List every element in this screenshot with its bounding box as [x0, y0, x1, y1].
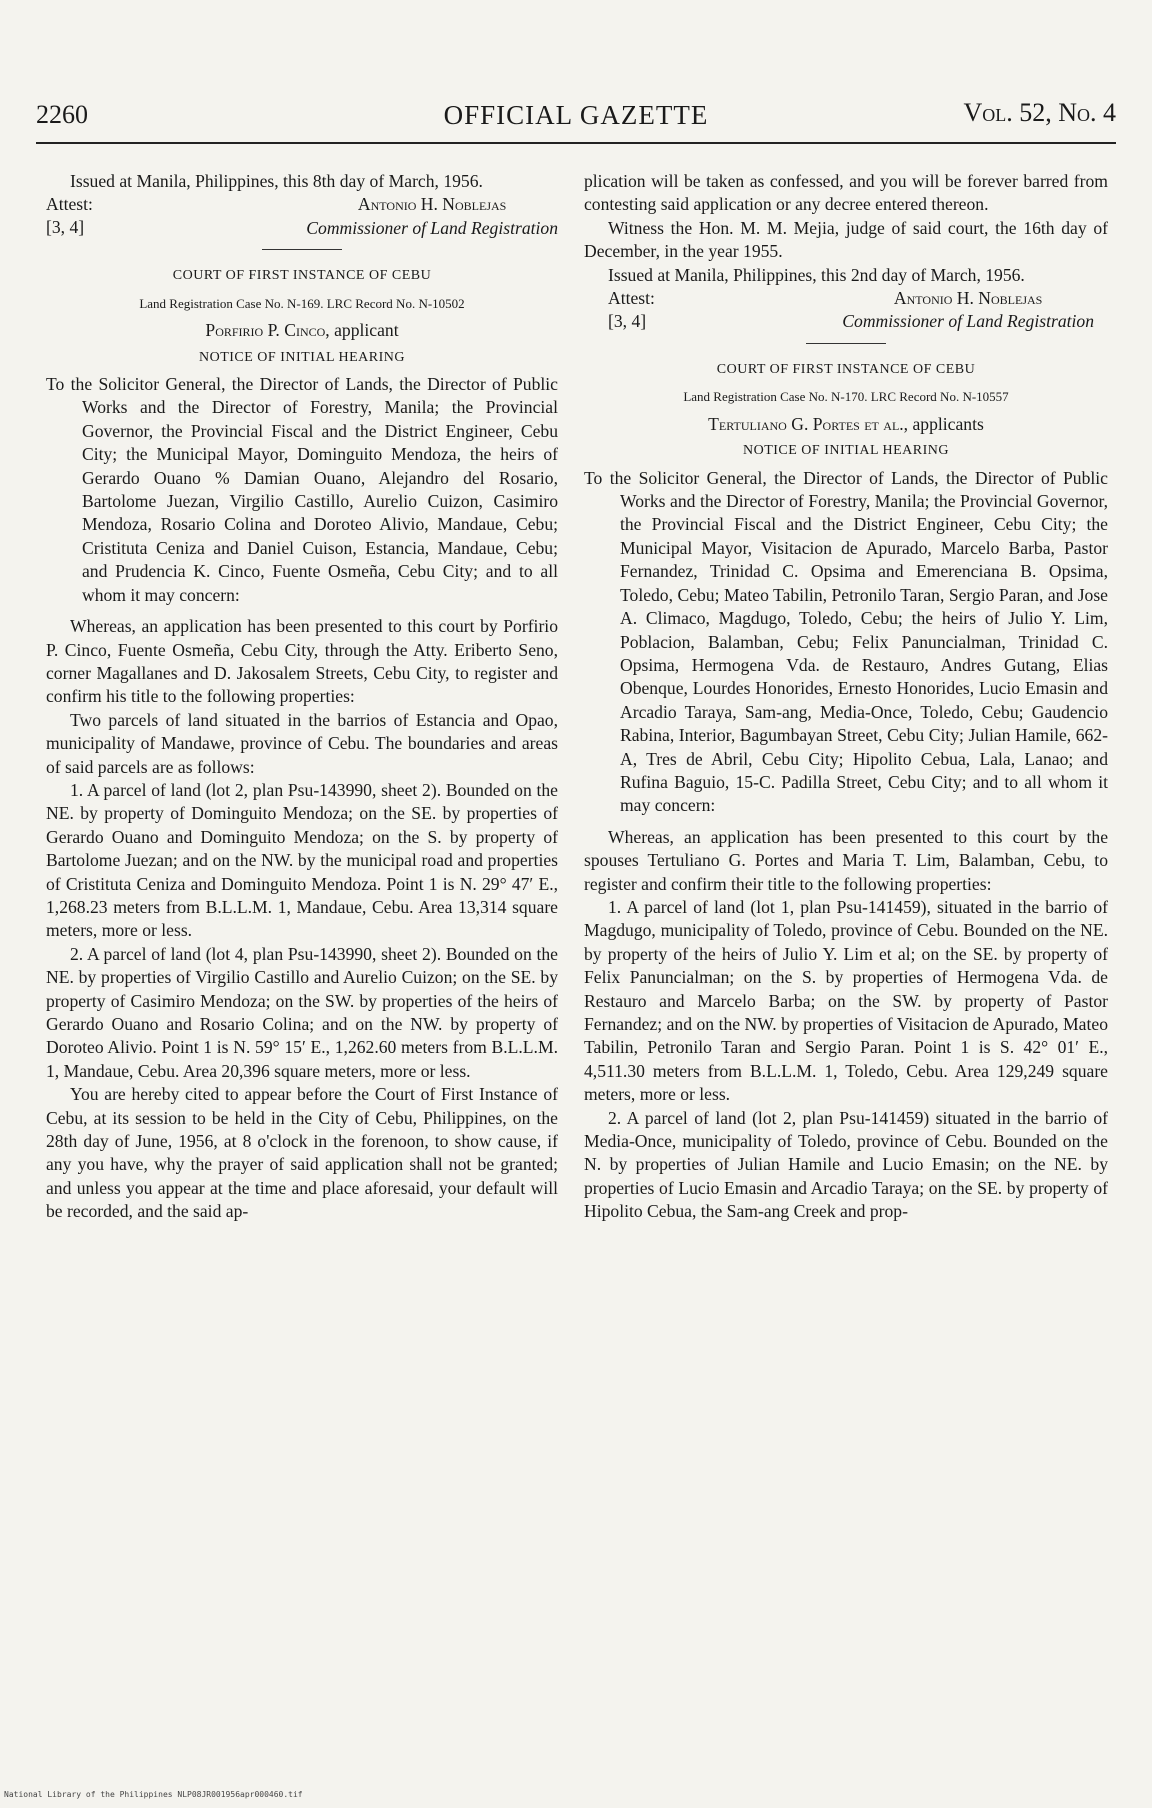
signatory-name: Antonio H. Noblejas — [357, 194, 507, 215]
case-number: Land Registration Case No. N-170. LRC Record No. N-10557 — [683, 389, 1009, 405]
parcel-1: 1. A parcel of land (lot 2, plan Psu-143990, sheet 2). Bounded on the NE. by property of Dominguito Mendoza; on the SE. by properties of Gerardo Ouano and Dominguito Mendoza; on the S. by property of Bartolome Juezan; and on the NW. by the municipal road and properties of Cristituta Ceniza and Dominguito Mendoza. Point 1 is N. 29° 47′ E., 1,268.23 meters from B.L.L.M. 1, Mandaue, Cebu. Area 13,314 square meters, more or less. — [46, 779, 558, 941]
attest-signatory — [306, 193, 558, 240]
parcel-1: 1. A parcel of land (lot 1, plan Psu-141459), situated in the barrio of Magdugo, municipality of Toledo, province of Cebu. Bounded on the NE. by property of the heirs of Julio Y. Lim et al; on the SE. by property of Felix Panuncialman; on the S. by properties of Hermogena Vda. de Restauro and Marcelo Barba; on the SW. by property of Pastor Fernandez; and on the NW. by properties of Visitacion de Apurado, Mateo Tabilin, Petronilo Taran and Sergio Paran. Point 1 is S. 42° 01′ E., 4,511.30 meters from B.L.L.M. 1, Toledo, Cebu. Area 129,249 square meters, more or less. — [584, 896, 1108, 1105]
header-rule — [36, 142, 1116, 144]
attest-block — [584, 287, 1108, 333]
signatory-role: Commissioner of Land Registration — [306, 217, 558, 238]
page-header — [36, 96, 1116, 142]
addressees: To the Solicitor General, the Director of Lands, the Director of Public Works and the Director of Forestry, Manila; the Provincial Governor, the Provincial Fiscal and the District Engineer, Cebu City; the Municipal Mayor, Visitacion de Apurado, Marcelo Barba, Pastor Fernandez, Trinidad C. Opsima and Emerenciana B. Opsima, Toledo, Cebu; Mateo Tabilin, Petronilo Taran, Sergio Paran, and Jose A. Climaco, Magdugo, Toledo, Cebu; the heirs of Julio Y. Lim, Poblacion, Balamban, Cebu; Felix Panuncialman, Trinidad C. Opsima, Hermogena Vda. de Restauro, Andres Gutang, Elias Obenque, Lourdes Honorides, Ernesto Honorides, Lucio Emasin and Arcadio Taraya, Sam-ang, Media-Once, Toledo, Cebu; Gaudencio Rabina, Interior, Bagumbayan Street, Cebu City; Julian Hamile, 662-A, Tres de Abril, Cebu City; Hipolito Cebua, Lala, Lanao; and Rufina Baguio, 15-C. Padilla Street, Cebu City; and to all whom it may concern: — [584, 467, 1108, 816]
section-divider — [262, 249, 342, 250]
parcels-intro: Two parcels of land situated in the barrios of Estancia and Opao, municipality of Mandawe, province of Cebu. The boundaries and areas of said parcels are as follows: — [46, 709, 558, 777]
whereas-paragraph: Whereas, an application has been presented to this court by the spouses Tertuliano G. Portes and Maria T. Lim, Balamban, Cebu, to register and confirm their title to the following properties: — [584, 826, 1108, 894]
applicant-line — [584, 413, 1108, 436]
publication-title: OFFICIAL GAZETTE — [443, 100, 709, 130]
right-column — [584, 170, 1108, 1224]
spacer — [584, 818, 1108, 826]
volume-number: Vol. 52, No. 4 — [963, 98, 1116, 127]
applicant-suffix: applicant — [329, 320, 399, 341]
attest-signatory — [842, 287, 1094, 334]
citation-paragraph: You are hereby cited to appear before the Court of First Instance of Cebu, at its session to be held in the City of Cebu, Philippines, on the 28th day of June, 1956, at 8 o'clock in the forenoon, to show cause, if any you have, why the prayer of said application shall not be granted; and unless you appear at the time and place aforesaid, your default will be recorded, and the said ap- — [46, 1084, 558, 1222]
notice-heading: NOTICE OF INITIAL HEARING — [198, 349, 405, 365]
attest-label: Attest: — [608, 288, 655, 309]
attest-ref: [3, 4] — [46, 217, 85, 238]
applicant-line — [46, 319, 558, 342]
page-number: 2260 — [36, 100, 88, 129]
applicant-name: Tertuliano G. Portes et al., — [708, 413, 909, 434]
witness-paragraph: Witness the Hon. M. M. Mejia, judge of said court, the 16th day of December, in the year 1955. — [584, 217, 1108, 262]
signatory-name: Antonio H. Noblejas — [893, 288, 1043, 309]
signatory-role: Commissioner of Land Registration — [842, 311, 1094, 332]
whereas-paragraph: Whereas, an application has been presented to this court by Porfirio P. Cinco, Fuente Osmeña, Cebu City, through the Atty. Eriberto Seno, corner Magallanes and D. Jakosalem Streets, Cebu City, to register and confirm his title to the following properties: — [46, 616, 558, 707]
continuation-paragraph: plication will be taken as confessed, and you will be forever barred from contesting said application or any decree entered thereon. — [584, 171, 1108, 215]
issued-line: Issued at Manila, Philippines, this 2nd day of March, 1956. — [608, 264, 1025, 285]
attest-block — [46, 193, 558, 239]
applicant-name: Porfirio P. Cinco, — [205, 320, 330, 341]
case-number: Land Registration Case No. N-169. LRC Record No. N-10502 — [139, 295, 465, 311]
addressees: To the Solicitor General, the Director of Lands, the Director of Public Works and the Director of Forestry, Manila; the Provincial Governor, the Provincial Fiscal and the District Engineer, Cebu City; the Municipal Mayor, Dominguito Mendoza, the heirs of Gerardo Ouano % Damian Ouano, Alejandro del Rosario, Bartolome Juezan, Virgilio Castillo, Aurelio Cuizon, Casimiro Mendoza, Rosario Colina and Doroteo Alivio, Mandaue, Cebu; Cristituta Ceniza and Daniel Cuison, Estancia, Mandaue, Cebu; and Prudencia K. Cinco, Fuente Osmeña, Cebu City; and to all whom it may concern: — [46, 374, 558, 605]
attest-label: Attest: — [46, 194, 93, 215]
issued-line: Issued at Manila, Philippines, this 8th day of March, 1956. — [70, 171, 483, 191]
parcel-2: 2. A parcel of land (lot 4, plan Psu-143990, sheet 2). Bounded on the NE. by properties of Virgilio Castillo and Aurelio Cuizon; on the SE. by property of Casimiro Mendoza; on the SW. by properties of the heirs of Gerardo Ouano and Rosario Colina; and on the NW. by property of Doroteo Alivio. Point 1 is N. 59° 15′ E., 1,262.60 meters from B.L.L.M. 1, Mandaue, Cebu. Area 20,396 square meters, more or less. — [46, 943, 558, 1081]
left-column — [46, 170, 558, 1224]
spacer — [46, 607, 558, 615]
notice-heading: NOTICE OF INITIAL HEARING — [742, 443, 949, 459]
scan-footer: National Library of the Philippines NLP08JR001956apr000460.tif — [4, 1790, 303, 1799]
section-divider — [806, 343, 886, 344]
court-heading: COURT OF FIRST INSTANCE OF CEBU — [716, 362, 976, 378]
parcel-2: 2. A parcel of land (lot 2, plan Psu-141459) situated in the barrio of Media-Once, municipality of Toledo, province of Cebu. Bounded on the N. by properties of Julian Hamile and Lucio Emasin; on the NE. by properties of Lucio Emasin and Arcadio Taraya; on the SE. by property of Hipolito Cebua, the Sam-ang Creek and prop- — [584, 1107, 1108, 1222]
applicant-suffix: applicants — [908, 413, 984, 434]
attest-ref: [3, 4] — [608, 311, 647, 332]
court-heading: COURT OF FIRST INSTANCE OF CEBU — [172, 268, 432, 284]
